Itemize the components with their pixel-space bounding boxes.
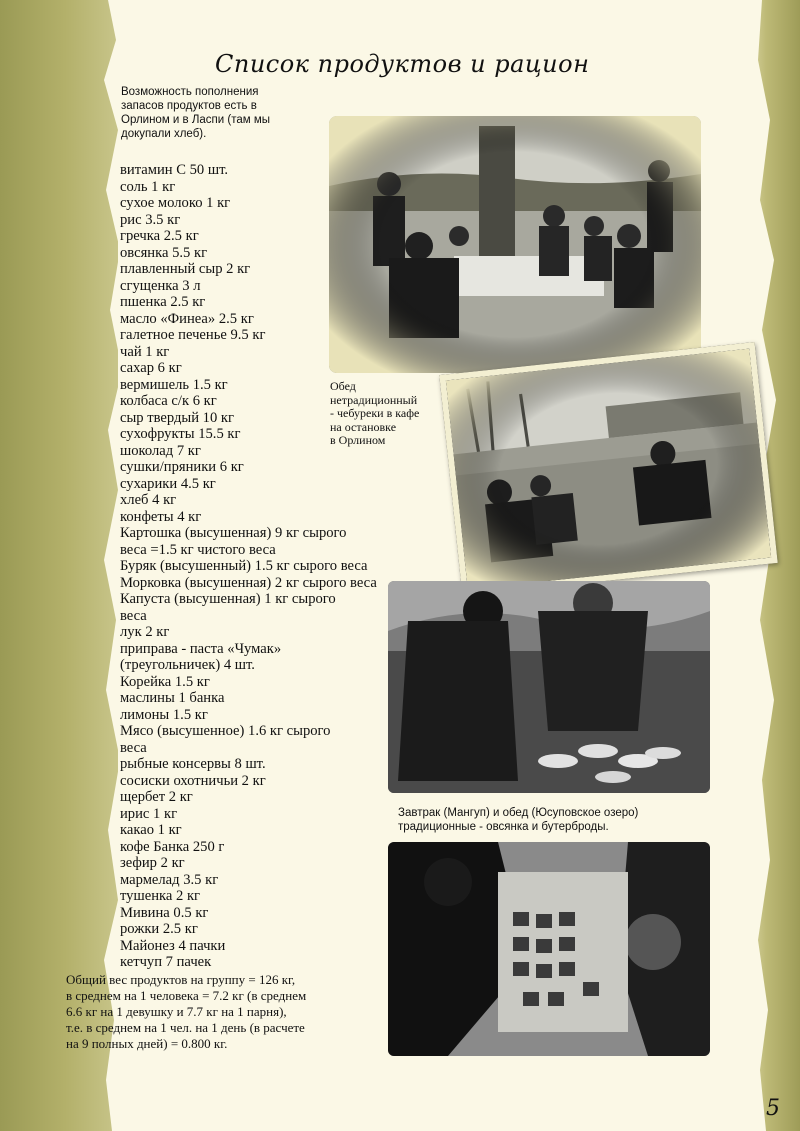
product-list-item: Картошка (высушенная) 9 кг сырого	[120, 525, 347, 541]
product-list-item: соль 1 кг	[120, 178, 176, 195]
caption-line: в Орлином	[330, 433, 386, 447]
product-list-item: (треугольничек) 4 шт.	[120, 657, 255, 673]
product-list-item: тушенка 2 кг	[120, 888, 201, 904]
torn-paper-left-edge	[0, 0, 118, 1131]
product-list-item: галетное печенье 9.5 кг	[120, 327, 266, 343]
product-list-item: сухое молоко 1 кг	[120, 195, 231, 211]
product-list-item: Корейка 1.5 кг	[120, 673, 210, 690]
product-list-item: веса =1.5 кг чистого веса	[120, 541, 276, 558]
product-list-item: рожки 2.5 кг	[120, 921, 198, 937]
product-list-item: хлеб 4 кг	[120, 492, 177, 508]
product-list-item: какао 1 кг	[120, 822, 182, 838]
product-list-item: сыр твердый 10 кг	[120, 409, 234, 426]
product-list-item: сухофрукты 15.5 кг	[120, 426, 241, 442]
product-list-item: сгущенка 3 л	[120, 277, 201, 294]
product-list-item: мармелад 3.5 кг	[120, 871, 219, 888]
product-list-item: рыбные консервы 8 шт.	[120, 756, 266, 772]
product-list-item: приправа - паста «Чумак»	[120, 640, 282, 657]
total-line: Общий вес продуктов на группу = 126 кг,	[66, 972, 296, 987]
total-weight-summary	[66, 972, 376, 1052]
product-list-item: рис 3.5 кг	[120, 211, 181, 228]
product-list-item: лук 2 кг	[120, 624, 170, 640]
product-list-item: щербет 2 кг	[120, 789, 193, 805]
page-number: 5	[766, 1096, 780, 1121]
caption-breakfast-lunch: Завтрак (Мангуп) и обед (Юсуповское озеро) традиционные - овсянка и бутерброды.	[398, 807, 639, 833]
product-list-item: ирис 1 кг	[120, 805, 178, 822]
photo-lunch-yusupov-lake	[388, 842, 710, 1056]
product-list-item: Мясо (высушенное) 1.6 кг сырого	[120, 723, 331, 739]
product-list-item: Мивина 0.5 кг	[120, 904, 209, 921]
page-title: Список продуктов и рацион	[215, 50, 590, 78]
product-list-item: веса	[120, 607, 147, 624]
total-line: в среднем на 1 человека = 7.2 кг (в среднем	[66, 988, 307, 1003]
product-list-item: плавленный сыр 2 кг	[120, 261, 251, 277]
caption-line: Обед	[330, 379, 356, 393]
caption-line: на остановке	[330, 419, 397, 434]
torn-paper-right-edge	[752, 0, 800, 1131]
product-list-item: конфеты 4 кг	[120, 508, 202, 525]
product-list-item: пшенка 2.5 кг	[120, 294, 206, 310]
product-list-item: Морковка (высушенная) 2 кг сырого веса	[120, 574, 377, 591]
product-list-item: гречка 2.5 кг	[120, 228, 199, 244]
total-line: 6.6 кг на 1 девушку и 7.7 кг на 1 парня),	[66, 1004, 287, 1019]
product-list-item: сушки/пряники 6 кг	[120, 459, 244, 475]
intro-text: Возможность пополнения запасов продуктов есть в Орлином и в Ласпи (там мы докупали хлеб).	[121, 86, 271, 140]
photo-picnic-ground	[439, 342, 777, 596]
product-list-item: шоколад 7 кг	[120, 442, 201, 459]
product-list-item: лимоны 1.5 кг	[120, 706, 208, 723]
product-list-item: кофе Банка 250 г	[120, 838, 225, 855]
product-list-item: колбаса с/к 6 кг	[120, 393, 217, 409]
product-list-item: веса	[120, 739, 147, 756]
product-list-item: сосиски охотничьи 2 кг	[120, 772, 266, 789]
caption-line: - чебуреки в кафе	[330, 406, 420, 420]
product-list-item: сухарики 4.5 кг	[120, 475, 216, 492]
product-list-item: Майонез 4 пачки	[120, 937, 226, 954]
product-list-item: чай 1 кг	[120, 343, 170, 360]
product-list-item: вермишель 1.5 кг	[120, 376, 228, 393]
product-list-item: маслины 1 банка	[120, 690, 225, 706]
total-line: на 9 полных дней) = 0.800 кг.	[66, 1036, 228, 1051]
product-list-item: Буряк (высушенный) 1.5 кг сырого веса	[120, 558, 368, 574]
product-list-item: зефир 2 кг	[120, 855, 185, 871]
product-list-item: Капуста (высушенная) 1 кг сырого	[120, 591, 336, 607]
product-list-item: сахар 6 кг	[120, 360, 182, 376]
product-list-item: кетчуп 7 пачек	[120, 954, 212, 970]
caption-cafe-lunch	[330, 380, 450, 448]
product-list-item: масло «Финеа» 2.5 кг	[120, 310, 254, 327]
product-list-item: витамин С 50 шт.	[120, 162, 229, 178]
product-list-item: овсянка 5.5 кг	[120, 244, 208, 261]
photo-cafe-lunch	[329, 116, 701, 373]
photo-breakfast-mangup	[388, 581, 710, 793]
caption-line: нетрадиционный	[330, 392, 418, 407]
total-line: т.е. в среднем на 1 чел. на 1 день (в расчете	[66, 1020, 305, 1035]
